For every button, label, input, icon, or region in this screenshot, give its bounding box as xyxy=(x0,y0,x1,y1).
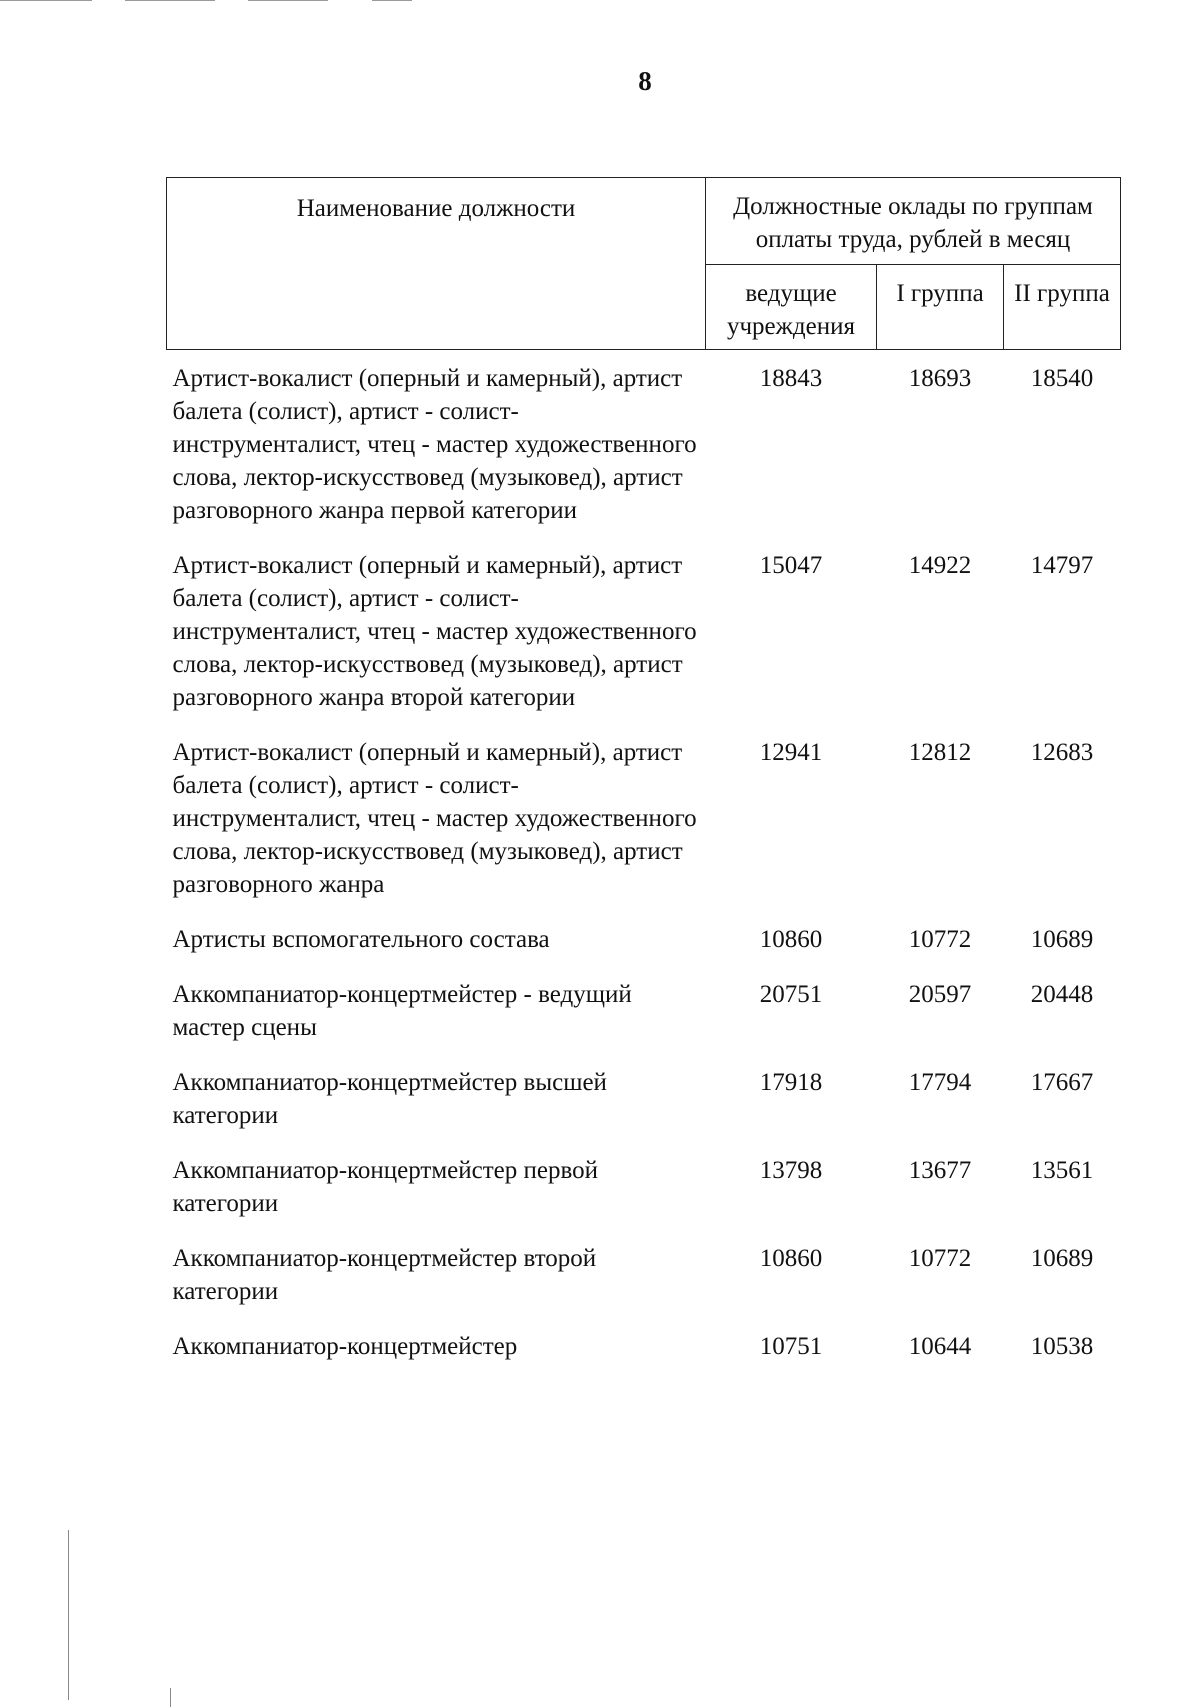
header-group-2: II группа xyxy=(1004,265,1121,350)
table-row xyxy=(167,978,1121,1066)
salary-group-1: 12812 xyxy=(908,739,972,766)
salary-leading: 10860 xyxy=(759,1245,823,1272)
table-header-row xyxy=(167,178,1121,265)
salary-group-2: 20448 xyxy=(1030,981,1094,1008)
salary-group-2: 18540 xyxy=(1030,365,1094,392)
salary-leading: 17918 xyxy=(759,1069,823,1096)
page-number: 8 xyxy=(638,66,652,96)
position-name: Аккомпаниатор-концертмейстер второй категории xyxy=(172,1245,597,1305)
salary-leading: 15047 xyxy=(759,552,823,579)
salary-leading: 13798 xyxy=(759,1157,823,1184)
salary-group-2: 10538 xyxy=(1030,1333,1094,1360)
table-row xyxy=(167,1242,1121,1330)
salary-group-1: 10772 xyxy=(908,1245,972,1272)
salary-group-2: 14797 xyxy=(1030,552,1094,579)
salary-group-1: 18693 xyxy=(908,365,972,392)
scan-edge-line xyxy=(0,0,92,1)
binding-mark xyxy=(170,1688,171,1707)
salary-group-2: 10689 xyxy=(1030,926,1094,953)
salary-group-1: 14922 xyxy=(908,552,972,579)
position-name: Артист-вокалист (оперный и камерный), артист балета (солист), артист - солист-инструменталист, чтец - мастер художественного слова, лектор-искусствовед (музыковед), артист разговорного жанра xyxy=(172,739,697,898)
position-name: Артист-вокалист (оперный и камерный), артист балета (солист), артист - солист-инструменталист, чтец - мастер художественного слова, лектор-искусствовед (музыковед), артист разговорного жанра второй категории xyxy=(172,552,697,711)
salary-group-1: 17794 xyxy=(908,1069,972,1096)
salary-group-1: 13677 xyxy=(908,1157,972,1184)
table-row xyxy=(167,923,1121,978)
table-row xyxy=(167,736,1121,923)
salary-group-2: 13561 xyxy=(1030,1157,1094,1184)
salary-group-2: 12683 xyxy=(1030,739,1094,766)
scan-edge-line xyxy=(248,0,328,1)
position-name: Артисты вспомогательного состава xyxy=(172,926,550,953)
position-name: Аккомпаниатор-концертмейстер первой категории xyxy=(172,1157,599,1217)
position-name: Аккомпаниатор-концертмейстер высшей категории xyxy=(172,1069,607,1129)
salary-group-1: 10772 xyxy=(908,926,972,953)
salary-leading: 18843 xyxy=(759,365,823,392)
header-position: Наименование должности xyxy=(167,178,706,350)
salary-group-2: 10689 xyxy=(1030,1245,1094,1272)
table-row xyxy=(167,1066,1121,1154)
salary-group-1: 10644 xyxy=(908,1333,972,1360)
salary-leading: 12941 xyxy=(759,739,823,766)
salary-group-1: 20597 xyxy=(908,981,972,1008)
scan-edge-line xyxy=(125,0,215,1)
salary-group-2: 17667 xyxy=(1030,1069,1094,1096)
table-row xyxy=(167,350,1121,550)
position-name: Артист-вокалист (оперный и камерный), артист балета (солист), артист - солист-инструменталист, чтец - мастер художественного слова, лектор-искусствовед (музыковед), артист разговорного жанра первой категории xyxy=(172,365,697,524)
binding-mark xyxy=(68,1530,69,1700)
table-row xyxy=(167,549,1121,736)
salary-leading: 20751 xyxy=(759,981,823,1008)
header-salary-group: Должностные оклады по группам оплаты труда, рублей в месяц xyxy=(706,178,1121,265)
scan-edge-line xyxy=(372,0,412,1)
table-row xyxy=(167,1154,1121,1242)
salary-leading: 10751 xyxy=(759,1333,823,1360)
position-name: Аккомпаниатор-концертмейстер - ведущий мастер сцены xyxy=(172,981,632,1041)
position-name: Аккомпаниатор-концертмейстер xyxy=(172,1333,518,1360)
header-group-1: I группа xyxy=(877,265,1004,350)
salary-leading: 10860 xyxy=(759,926,823,953)
header-leading: ведущие учреждения xyxy=(706,265,877,350)
salary-table xyxy=(166,177,1121,1385)
table-row xyxy=(167,1330,1121,1385)
